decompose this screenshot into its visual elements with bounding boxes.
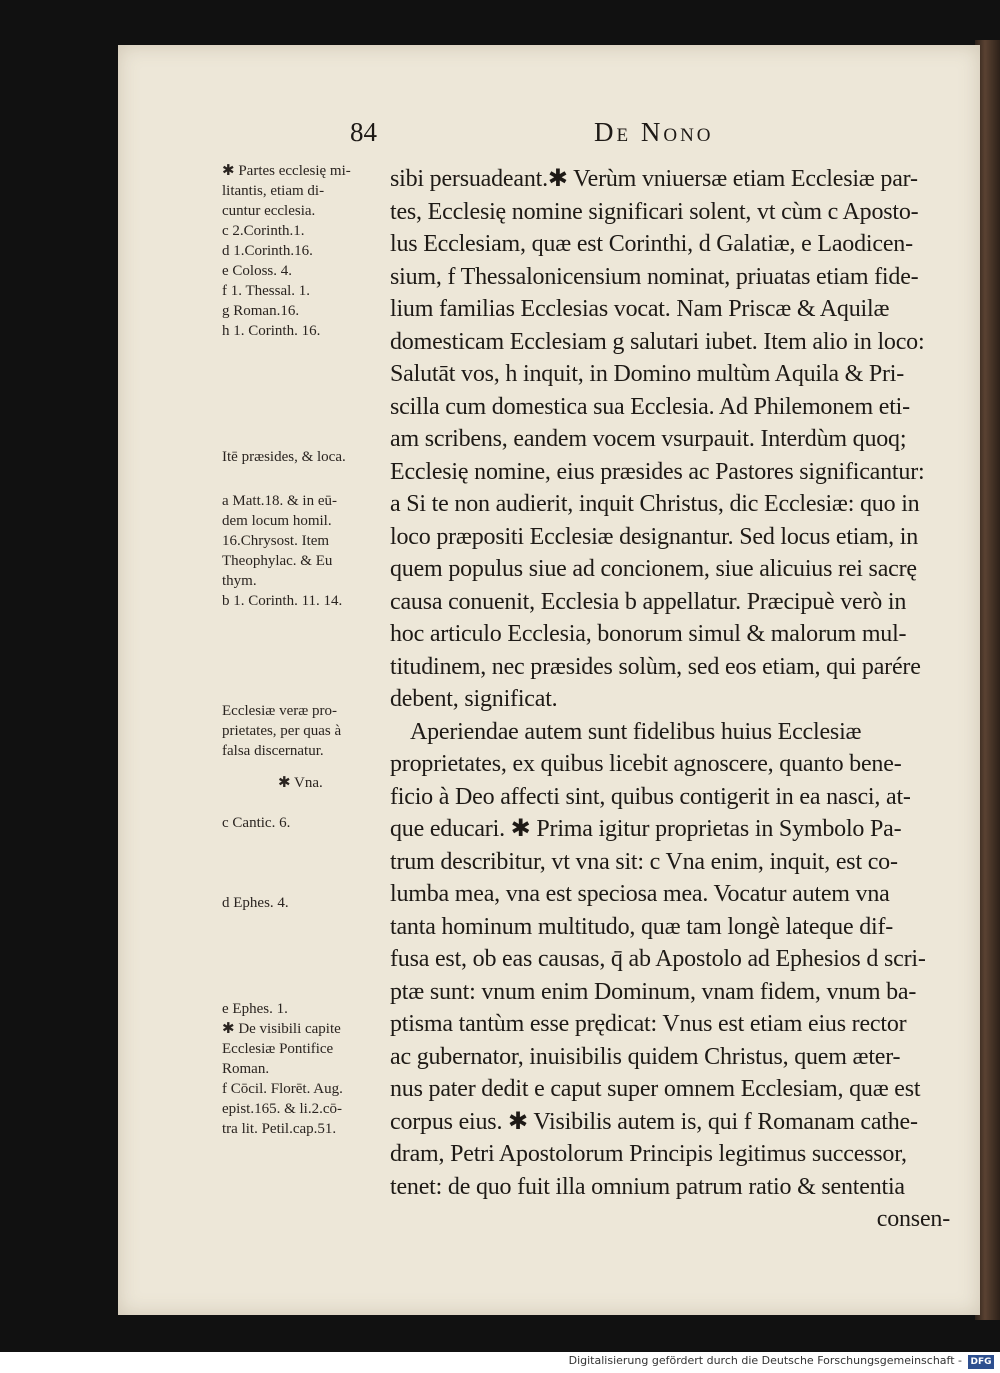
margin-note-line: d Ephes. 4. (222, 895, 289, 911)
running-title: De Nono (594, 117, 714, 147)
text-line: que educari. ✱ Prima igitur proprietas in Symbolo Pa- (390, 816, 902, 842)
text-line: sibi persuadeant.✱ Verùm vniuersæ etiam Ecclesiæ par- (390, 166, 918, 192)
margin-note-line: dem locum homil. (222, 513, 332, 529)
text-line: nus pater dedit e caput super omnem Ecclesiam, quæ est (390, 1076, 921, 1102)
margin-note-line: a Matt.18. & in eū- (222, 493, 337, 509)
margin-note-line: ✱ Partes ecclesię mi- (222, 163, 351, 179)
running-head (118, 117, 980, 157)
margin-note-line: f 1. Thessal. 1. (222, 283, 311, 299)
text-line: a Si te non audierit, inquit Christus, dic Ecclesiæ: quo in (390, 491, 920, 517)
margin-note-line: tra lit. Petil.cap.51. (222, 1121, 337, 1137)
text-line: quem populus siue ad concionem, siue alicuius rei sacrę (390, 556, 917, 582)
margin-note-line: Theophylac. & Eu (222, 553, 333, 569)
text-line: debent, significat. (390, 686, 558, 712)
margin-note-line: litantis, etiam di- (222, 183, 325, 199)
text-line: lumba mea, vna est speciosa mea. Vocatur autem vna (390, 881, 890, 907)
text-line: lium familias Ecclesias vocat. Nam Priscæ & Aquilæ (390, 296, 890, 322)
text-line: ac gubernator, inuisibilis quidem Christus, quem æter- (390, 1043, 901, 1070)
text-line: dram, Petri Apostolorum Principis legitimus successor, (390, 1141, 907, 1167)
text-line: Ecclesię nomine, eius præsides ac Pastores significantur: (390, 458, 925, 485)
book-page (118, 45, 980, 1315)
margin-note-line: Roman. (222, 1061, 270, 1077)
margin-note-line: prietates, per quas à (222, 723, 342, 739)
text-line: titudinem, nec præsides solùm, sed eos etiam, qui parére (390, 653, 921, 680)
text-line: trum describitur, vt vna sit: c Vna enim, inquit, est co- (390, 848, 898, 875)
margin-note-line: Ecclesiæ Pontifice (222, 1041, 334, 1057)
page-number: 84 (350, 117, 377, 147)
margin-note-line: ✱ Vna. (278, 775, 323, 791)
text-line: tes, Ecclesię nomine significari solent, vt cùm c Aposto- (390, 198, 919, 225)
margin-note-line: h 1. Corinth. 16. (222, 323, 321, 339)
margin-note-line: falsa discernatur. (222, 743, 324, 759)
margin-note-line: b 1. Corinth. 11. 14. (222, 593, 343, 609)
margin-note-line: f Cōcil. Florēt. Aug. (222, 1081, 343, 1097)
margin-note-line: c Cantic. 6. (222, 815, 291, 831)
margin-note-line: Ecclesiæ veræ pro- (222, 703, 337, 719)
text-line: hoc articulo Ecclesia, bonorum simul & malorum mul- (390, 621, 907, 647)
margin-note-line: cuntur ecclesia. (222, 203, 316, 219)
text-line: Aperiendae autem sunt fidelibus huius Ecclesiæ (410, 718, 862, 745)
text-line: ficio à Deo affecti sint, quibus contigerit in ea nasci, at- (390, 783, 911, 810)
margin-note-line: Itē præsides, & loca. (222, 449, 346, 465)
margin-note-line: e Ephes. 1. (222, 1001, 288, 1017)
text-line: sium, f Thessalonicensium nominat, priuatas etiam fide- (390, 263, 919, 290)
funding-credit: Digitalisierung gefördert durch die Deutsche Forschungsgemeinschaft - (568, 1354, 962, 1367)
text-line: lus Ecclesiam, quæ est Corinthi, d Galatiæ, e Laodicen- (390, 231, 913, 257)
margin-note-line: g Roman.16. (222, 303, 300, 319)
margin-note-line: d 1.Corinth.16. (222, 243, 313, 259)
text-line: scilla cum domestica sua Ecclesia. Ad Philemonem eti- (390, 393, 910, 420)
margin-note-line: ✱ De visibili capite (222, 1021, 341, 1037)
main-text (390, 163, 950, 1236)
text-line: causa conuenit, Ecclesia b appellatur. Præcipuè verò in (390, 588, 907, 615)
footer-bar (0, 1352, 1000, 1373)
text-line: am scribens, eandem vocem vsurpauit. Interdùm quoq; (390, 426, 907, 452)
text-line: ptæ sunt: vnum enim Dominum, vnam fidem, vnum ba- (390, 978, 917, 1005)
text-line: loco præpositi Ecclesiæ designantur. Sed locus etiam, in (390, 523, 919, 550)
text-line: fusa est, ob eas causas, q̄ ab Apostolo ad Ephesios d scri- (390, 946, 926, 972)
text-line: tanta hominum multitudo, quæ tam longè lateque dif- (390, 913, 894, 940)
margin-note-line: 16.Chrysost. Item (222, 533, 330, 549)
margin-note-line: epist.165. & li.2.cō- (222, 1101, 342, 1117)
margin-note-line: c 2.Corinth.1. (222, 223, 305, 239)
text-line: Salutāt vos, h inquit, in Domino multùm Aquila & Pri- (390, 361, 905, 387)
text-line: tenet: de quo fuit illa omnium patrum ratio & sententia (390, 1173, 905, 1200)
text-line: ptisma tantùm esse prędicat: Vnus est etiam eius rector (390, 1011, 907, 1037)
text-line: proprietates, ex quibus licebit agnoscere, quanto bene- (390, 751, 902, 777)
text-line: corpus eius. ✱ Visibilis autem is, qui f Romanam cathe- (390, 1108, 918, 1135)
catchword: consen- (876, 1206, 950, 1232)
margin-note-line: thym. (222, 573, 257, 589)
text-line: domesticam Ecclesiam g salutari iubet. Item alio in loco: (390, 328, 925, 355)
margin-note-line: e Coloss. 4. (222, 263, 293, 279)
dfg-logo: DFG (968, 1355, 994, 1369)
